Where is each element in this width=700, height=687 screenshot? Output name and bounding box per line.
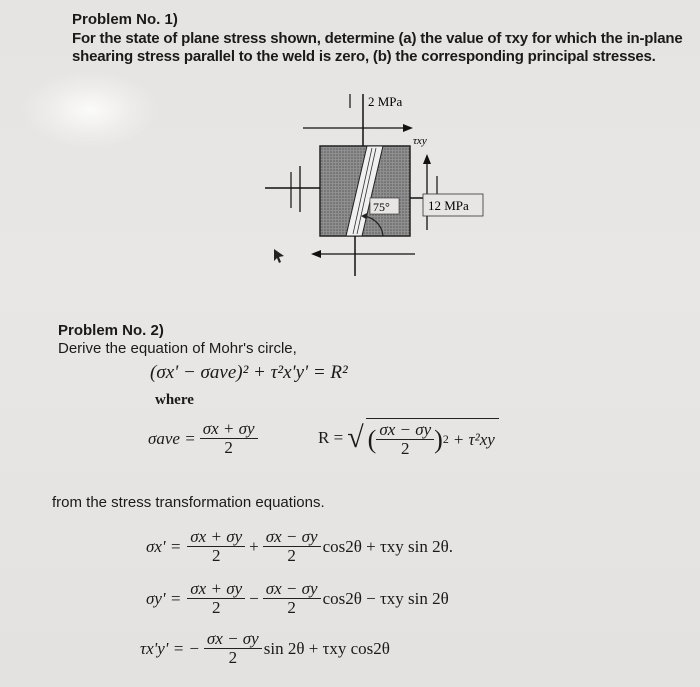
eq1-tail: cos2θ + τxy sin 2θ. [322,536,454,556]
eq1-lhs: σx' = [146,536,182,556]
problem2-text: Derive the equation of Mohr's circle, [58,340,297,357]
radius-equation: R = √ ( $\frac{\sigma x - \sigma y}{2}$ ) 2 + τ²xy [318,418,499,458]
label-top-stress: 2 MPa [368,94,403,109]
eq1-num1: σx + σy [187,528,245,547]
problem1-text-line1: For the state of plane stress shown, determine (a) the value of τxy for which the in-plane [72,30,683,47]
eq3-num: σx − σy [204,630,262,649]
eq1-den1: 2 [211,546,221,565]
sigma-ave-lhs: σave = [148,428,196,448]
eq2-den1: 2 [211,598,221,617]
label-angle: 75° [373,200,390,214]
radius-denominator: 2 [401,439,410,458]
radius-numerator: σx − σy [376,421,434,440]
eq2-num2: σx − σy [263,580,321,599]
label-right-stress: 12 MPa [428,198,469,213]
problem2-heading: Problem No. 2) [58,322,164,339]
sigma-y-prime-equation [146,580,449,617]
radius-lhs: R = [318,428,344,447]
where-label: where [155,392,194,408]
eq3-tail: sin 2θ + τxy cos2θ [263,638,390,658]
tau-xy-prime-equation [140,630,390,667]
eq2-operator: − [249,588,259,608]
mouse-cursor-icon [272,248,286,264]
stress-element-figure [255,88,515,288]
eq1-den2: 2 [287,546,296,565]
eq2-tail: cos2θ − τxy sin 2θ [322,588,449,608]
problem1-text-line2: shearing stress parallel to the weld is zero, (b) the corresponding principal stresses. [72,48,656,65]
screen-glare [20,70,160,150]
mohr-circle-equation: (σx' − σave)² + τ²x'y' = R² [150,362,348,383]
eq2-den2: 2 [287,598,296,617]
eq2-lhs: σy' = [146,588,182,608]
eq1-operator: + [249,536,259,556]
eq2-num1: σx + σy [187,580,245,599]
eq3-lhs: τx'y' = − [140,638,200,658]
from-text: from the stress transformation equations. [52,494,325,511]
sigma-ave-numerator: σx + σy [200,420,258,439]
sigma-ave-equation [148,420,258,457]
eq3-den: 2 [228,648,238,667]
label-tau-xy: τxy [413,135,427,147]
problem1-heading: Problem No. 1) [72,11,178,28]
radius-tail: + τ²xy [452,429,495,449]
sigma-ave-denominator: 2 [224,438,233,457]
sigma-x-prime-equation [146,528,453,565]
eq1-num2: σx − σy [263,528,321,547]
